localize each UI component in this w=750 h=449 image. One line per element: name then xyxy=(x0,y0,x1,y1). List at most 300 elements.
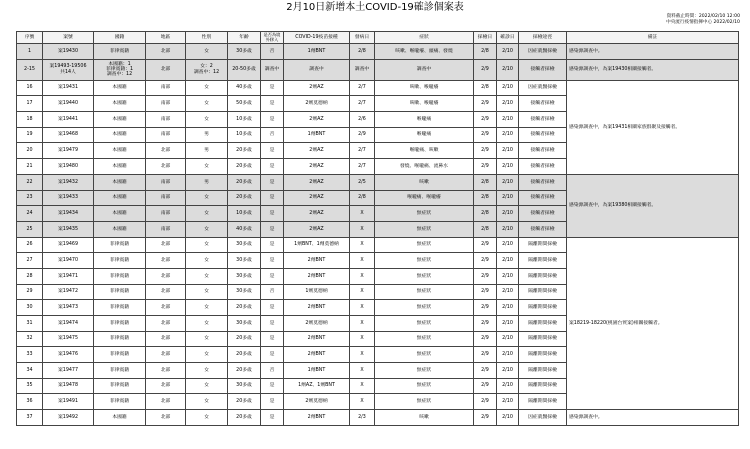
cell-seq: 17 xyxy=(17,96,43,112)
cell-symptom: 喉嚨痛 xyxy=(375,112,474,128)
cell-case: 案19472 xyxy=(43,284,94,300)
cell-sex: 女 xyxy=(186,394,228,410)
cell-age: 30多歲 xyxy=(228,253,261,269)
cell-sample: 2/9 xyxy=(474,378,497,394)
cell-seq: 37 xyxy=(17,410,43,426)
cell-sex: 女 xyxy=(186,237,228,253)
cell-region: 南部 xyxy=(146,174,186,190)
cell-symptom: 咳嗽 xyxy=(375,410,474,426)
cell-sex: 女 xyxy=(186,253,228,269)
cell-sample: 2/8 xyxy=(474,206,497,222)
cell-nationality: 本國籍 xyxy=(94,206,146,222)
cell-age: 10多歲 xyxy=(228,112,261,128)
cell-vaccine: 2劑AZ xyxy=(284,80,350,96)
cell-travel: 調查中 xyxy=(261,59,284,80)
cell-process: 隔離期間採檢 xyxy=(519,316,567,332)
cell-region: 北部 xyxy=(146,394,186,410)
cell-sample: 2/9 xyxy=(474,347,497,363)
cell-nationality: 菲律賓籍 xyxy=(94,253,146,269)
cell-confirm: 2/10 xyxy=(497,174,519,190)
cell-vaccine: 2劑AZ xyxy=(284,206,350,222)
cell-onset: X xyxy=(350,253,375,269)
cell-remark: 案18219-18220(桃園台貿案)相關接觸者。 xyxy=(567,237,739,410)
cell-symptom: 無症狀 xyxy=(375,331,474,347)
cell-seq: 30 xyxy=(17,300,43,316)
cell-process: 接觸者採檢 xyxy=(519,59,567,80)
cell-vaccine: 1劑莫德納 xyxy=(284,284,350,300)
cell-vaccine: 1劑AZ、1劑BNT xyxy=(284,378,350,394)
cell-confirm: 2/10 xyxy=(497,237,519,253)
header-region: 地區 xyxy=(146,32,186,44)
cell-process: 隔離期間採檢 xyxy=(519,268,567,284)
cell-sample: 2/9 xyxy=(474,410,497,426)
cell-process: 隔離期間採檢 xyxy=(519,347,567,363)
cell-travel: 是 xyxy=(261,237,284,253)
cell-process: 隔離期間採檢 xyxy=(519,378,567,394)
cell-confirm: 2/10 xyxy=(497,410,519,426)
cell-confirm: 2/10 xyxy=(497,112,519,128)
cell-case: 案19433 xyxy=(43,190,94,206)
cell-process: 隔離期間採檢 xyxy=(519,394,567,410)
cell-symptom: 喉嚨痛、喉嚨癢 xyxy=(375,190,474,206)
cell-travel: 是 xyxy=(261,159,284,175)
cell-remark: 感染源調查中。 xyxy=(567,410,739,426)
cell-symptom: 發燒、喉嚨痛、流鼻水 xyxy=(375,159,474,175)
cell-confirm: 2/10 xyxy=(497,127,519,143)
cell-onset: X xyxy=(350,284,375,300)
header-vaccine: COVID-19疫苗接種 xyxy=(284,32,350,44)
cell-sex: 女 xyxy=(186,284,228,300)
cell-travel: 是 xyxy=(261,378,284,394)
cell-confirm: 2/10 xyxy=(497,96,519,112)
cell-case: 案19474 xyxy=(43,316,94,332)
cell-sample: 2/8 xyxy=(474,44,497,60)
cell-confirm: 2/10 xyxy=(497,331,519,347)
cell-onset: 2/8 xyxy=(350,44,375,60)
case-table xyxy=(16,31,739,426)
cell-seq: 2-15 xyxy=(17,59,43,80)
cell-remark: 感染源調查中，為案19380相關接觸者。 xyxy=(567,174,739,237)
cell-symptom: 無症狀 xyxy=(375,363,474,379)
cell-vaccine: 2劑BNT xyxy=(284,268,350,284)
cell-onset: X xyxy=(350,268,375,284)
cell-sex: 女 xyxy=(186,331,228,347)
cell-case xyxy=(43,59,94,80)
cell-case: 案19476 xyxy=(43,347,94,363)
cell-travel: 否 xyxy=(261,284,284,300)
cell-sex: 女 xyxy=(186,363,228,379)
cell-region: 北部 xyxy=(146,347,186,363)
cell-seq: 29 xyxy=(17,284,43,300)
cell-travel: 是 xyxy=(261,268,284,284)
cell-region: 南部 xyxy=(146,221,186,237)
cell-sex: 女 xyxy=(186,268,228,284)
cell-process: 隔離期間採檢 xyxy=(519,300,567,316)
cell-age: 20多歲 xyxy=(228,300,261,316)
cell-age: 30多歲 xyxy=(228,316,261,332)
cell-age: 20多歲 xyxy=(228,347,261,363)
cell-region: 北部 xyxy=(146,253,186,269)
cell-sex: 女 xyxy=(186,96,228,112)
cell-vaccine: 2劑AZ xyxy=(284,221,350,237)
cell-confirm: 2/10 xyxy=(497,143,519,159)
cell-nationality: 本國籍 xyxy=(94,96,146,112)
cell-region: 北部 xyxy=(146,410,186,426)
cell-sex: 女 xyxy=(186,221,228,237)
cell-vaccine: 1劑BNT xyxy=(284,44,350,60)
cell-travel: 是 xyxy=(261,331,284,347)
cell-sample: 2/9 xyxy=(474,284,497,300)
cell-confirm: 2/10 xyxy=(497,59,519,80)
cell-region: 北部 xyxy=(146,363,186,379)
cell-travel: 是 xyxy=(261,221,284,237)
cell-region: 北部 xyxy=(146,268,186,284)
cell-vaccine: 2劑BNT xyxy=(284,331,350,347)
cell-onset: X xyxy=(350,347,375,363)
cell-sample: 2/9 xyxy=(474,237,497,253)
cell-vaccine: 2劑莫德納 xyxy=(284,96,350,112)
cell-case: 案19473 xyxy=(43,300,94,316)
cell-seq: 18 xyxy=(17,112,43,128)
cell-region: 南部 xyxy=(146,127,186,143)
cell-travel: 是 xyxy=(261,143,284,159)
cell-nationality: 本國籍 xyxy=(94,174,146,190)
cell-age: 20多歲 xyxy=(228,143,261,159)
header-case: 案號 xyxy=(43,32,94,44)
cell-sample: 2/8 xyxy=(474,221,497,237)
cell-symptom: 無症狀 xyxy=(375,394,474,410)
cell-sample: 2/9 xyxy=(474,159,497,175)
cell-seq: 25 xyxy=(17,221,43,237)
cell-age: 30多歲 xyxy=(228,284,261,300)
cell-onset: 2/5 xyxy=(350,174,375,190)
cell-case: 案19468 xyxy=(43,127,94,143)
cell-onset: X xyxy=(350,206,375,222)
cell-nationality: 菲律賓籍 xyxy=(94,44,146,60)
cell-symptom: 無症狀 xyxy=(375,253,474,269)
cell-age: 40多歲 xyxy=(228,80,261,96)
cell-sample: 2/9 xyxy=(474,363,497,379)
cell-age: 20多歲 xyxy=(228,394,261,410)
header-onset: 發病日 xyxy=(350,32,375,44)
cell-sex: 女 xyxy=(186,410,228,426)
cell-sample: 2/9 xyxy=(474,143,497,159)
cell-age: 20多歲 xyxy=(228,174,261,190)
cell-age: 40多歲 xyxy=(228,221,261,237)
cell-case: 案19470 xyxy=(43,253,94,269)
cell-region: 南部 xyxy=(146,206,186,222)
cell-process: 接觸者採檢 xyxy=(519,190,567,206)
cell-travel: 是 xyxy=(261,410,284,426)
cell-seq: 1 xyxy=(17,44,43,60)
cell-symptom: 咳嗽、喉嚨癢、頭痛、發燒 xyxy=(375,44,474,60)
cell-region: 北部 xyxy=(146,331,186,347)
cell-travel: 是 xyxy=(261,190,284,206)
cell-onset: 2/9 xyxy=(350,127,375,143)
header-nationality: 國籍 xyxy=(94,32,146,44)
cell-travel: 是 xyxy=(261,206,284,222)
cell-sex: 男 xyxy=(186,174,228,190)
cell-remark: 感染源調查中。 xyxy=(567,44,739,60)
cell-symptom: 無症狀 xyxy=(375,237,474,253)
cell-case: 案19475 xyxy=(43,331,94,347)
cell-vaccine: 2劑BNT xyxy=(284,253,350,269)
cell-travel: 否 xyxy=(261,127,284,143)
cell-travel: 是 xyxy=(261,316,284,332)
cell-travel: 否 xyxy=(261,363,284,379)
cell-remark: 感染源調查中，為案19431相關家族群聚及接觸者。 xyxy=(567,80,739,174)
cell-region: 北部 xyxy=(146,300,186,316)
cell-sample: 2/9 xyxy=(474,127,497,143)
page-title: 2月10日新增本土COVID-19確診個案表 xyxy=(286,2,464,13)
cell-onset: 2/3 xyxy=(350,410,375,426)
cell-seq: 22 xyxy=(17,174,43,190)
cell-age: 20-50多歲 xyxy=(228,59,261,80)
cell-travel: 否 xyxy=(261,44,284,60)
cell-vaccine: 2劑AZ xyxy=(284,159,350,175)
cell-nationality: 菲律賓籍 xyxy=(94,268,146,284)
cell-nationality: 菲律賓籍 xyxy=(94,331,146,347)
cell-confirm: 2/10 xyxy=(497,363,519,379)
cell-symptom: 無症狀 xyxy=(375,347,474,363)
cell-symptom: 無症狀 xyxy=(375,284,474,300)
cell-sex-line: 女：2 xyxy=(200,64,213,70)
cell-seq: 28 xyxy=(17,268,43,284)
cell-seq: 33 xyxy=(17,347,43,363)
cell-symptom: 無症狀 xyxy=(375,268,474,284)
cell-case: 案19478 xyxy=(43,378,94,394)
cell-case: 案19430 xyxy=(43,44,94,60)
cell-region: 北部 xyxy=(146,59,186,80)
cell-process: 接觸者採檢 xyxy=(519,174,567,190)
cell-sample: 2/9 xyxy=(474,268,497,284)
cell-sex: 女 xyxy=(186,80,228,96)
table-row xyxy=(17,59,739,80)
cell-process: 因症就醫採檢 xyxy=(519,80,567,96)
cell-age: 30多歲 xyxy=(228,268,261,284)
cell-region: 北部 xyxy=(146,44,186,60)
cell-vaccine: 2劑BNT xyxy=(284,410,350,426)
cell-vaccine: 2劑莫德納 xyxy=(284,316,350,332)
cell-nationality: 菲律賓籍 xyxy=(94,284,146,300)
cell-sex xyxy=(186,59,228,80)
cell-process: 隔離期間採檢 xyxy=(519,363,567,379)
cell-process: 接觸者採檢 xyxy=(519,159,567,175)
cell-confirm: 2/10 xyxy=(497,80,519,96)
cell-vaccine: 2劑莫德納 xyxy=(284,394,350,410)
cell-age: 30多歲 xyxy=(228,237,261,253)
cell-sample: 2/9 xyxy=(474,331,497,347)
header-process: 採檢途徑 xyxy=(519,32,567,44)
cell-confirm: 2/10 xyxy=(497,316,519,332)
cell-nationality: 菲律賓籍 xyxy=(94,378,146,394)
header-row xyxy=(17,32,739,44)
cell-confirm: 2/10 xyxy=(497,190,519,206)
cell-seq: 16 xyxy=(17,80,43,96)
cell-sex: 女 xyxy=(186,316,228,332)
cell-sample: 2/8 xyxy=(474,174,497,190)
cell-confirm: 2/10 xyxy=(497,44,519,60)
cell-case: 案19431 xyxy=(43,80,94,96)
cell-nationality: 本國籍 xyxy=(94,410,146,426)
cell-sex: 女 xyxy=(186,347,228,363)
cell-symptom: 調查中 xyxy=(375,59,474,80)
cell-vaccine: 2劑AZ xyxy=(284,112,350,128)
cell-seq: 21 xyxy=(17,159,43,175)
cell-vaccine: 2劑AZ xyxy=(284,190,350,206)
cell-seq: 27 xyxy=(17,253,43,269)
cell-case: 案19477 xyxy=(43,363,94,379)
cell-symptom: 咳嗽 xyxy=(375,174,474,190)
cell-onset: 2/7 xyxy=(350,80,375,96)
cell-process: 接觸者採檢 xyxy=(519,96,567,112)
cell-seq: 19 xyxy=(17,127,43,143)
cell-nationality: 菲律賓籍 xyxy=(94,347,146,363)
cell-travel: 是 xyxy=(261,347,284,363)
cell-case: 案19440 xyxy=(43,96,94,112)
cell-sex: 男 xyxy=(186,127,228,143)
cell-onset: X xyxy=(350,237,375,253)
cell-seq: 34 xyxy=(17,363,43,379)
table-row xyxy=(17,410,739,426)
cell-case: 案19479 xyxy=(43,143,94,159)
cell-seq: 35 xyxy=(17,378,43,394)
cell-region: 北部 xyxy=(146,237,186,253)
cell-age: 20多歲 xyxy=(228,159,261,175)
cell-case: 案19492 xyxy=(43,410,94,426)
cell-process: 接觸者採檢 xyxy=(519,127,567,143)
cell-nationality-line: 調查中：12 xyxy=(106,72,133,78)
cell-region: 南部 xyxy=(146,190,186,206)
cell-sample: 2/9 xyxy=(474,394,497,410)
cell-case: 案19471 xyxy=(43,268,94,284)
cell-process: 接觸者採檢 xyxy=(519,206,567,222)
cell-sample: 2/9 xyxy=(474,300,497,316)
cell-symptom: 咳嗽、喉嚨癢 xyxy=(375,96,474,112)
cell-travel: 是 xyxy=(261,112,284,128)
table-row xyxy=(17,174,739,190)
cell-sample: 2/9 xyxy=(474,316,497,332)
cell-confirm: 2/10 xyxy=(497,300,519,316)
cell-vaccine: 調查中 xyxy=(284,59,350,80)
cell-nationality: 本國籍 xyxy=(94,143,146,159)
cell-nationality: 菲律賓籍 xyxy=(94,237,146,253)
cell-onset: X xyxy=(350,378,375,394)
cell-confirm: 2/10 xyxy=(497,378,519,394)
cell-sex: 女 xyxy=(186,378,228,394)
cell-onset: X xyxy=(350,331,375,347)
cell-confirm: 2/10 xyxy=(497,268,519,284)
cell-onset: 調查中 xyxy=(350,59,375,80)
cell-case: 案19491 xyxy=(43,394,94,410)
cell-seq: 26 xyxy=(17,237,43,253)
cell-travel: 是 xyxy=(261,96,284,112)
cell-symptom: 咳嗽、喉嚨癢 xyxy=(375,80,474,96)
cell-sex: 女 xyxy=(186,44,228,60)
cell-sex: 女 xyxy=(186,159,228,175)
data-cutoff-time: 資料截止時間：2022/02/10 12:00 xyxy=(666,14,740,19)
cell-onset: 2/7 xyxy=(350,96,375,112)
cell-age: 10多歲 xyxy=(228,127,261,143)
cell-symptom: 喉嚨痛、咳嗽 xyxy=(375,143,474,159)
cell-sex: 女 xyxy=(186,190,228,206)
table-row xyxy=(17,44,739,60)
cell-nationality: 本國籍 xyxy=(94,190,146,206)
cell-travel: 是 xyxy=(261,394,284,410)
cell-nationality: 菲律賓籍 xyxy=(94,363,146,379)
cell-case: 案19435 xyxy=(43,221,94,237)
cell-case: 案19480 xyxy=(43,159,94,175)
cell-sample: 2/9 xyxy=(474,59,497,80)
cell-onset: X xyxy=(350,300,375,316)
header-confirm: 確診日 xyxy=(497,32,519,44)
cell-process: 隔離期間採檢 xyxy=(519,253,567,269)
header-remark: 備註 xyxy=(567,32,739,44)
cell-confirm: 2/10 xyxy=(497,394,519,410)
cell-onset: 2/8 xyxy=(350,190,375,206)
cell-vaccine: 1劑BNT、1劑莫德納 xyxy=(284,237,350,253)
cell-sex-line: 調查中：12 xyxy=(193,69,220,75)
cell-onset: X xyxy=(350,394,375,410)
cell-age: 20多歲 xyxy=(228,331,261,347)
cell-vaccine: 2劑BNT xyxy=(284,347,350,363)
cell-travel: 是 xyxy=(261,300,284,316)
report-meta xyxy=(666,14,740,26)
cell-case: 案19441 xyxy=(43,112,94,128)
cell-age: 50多歲 xyxy=(228,96,261,112)
table-row xyxy=(17,80,739,96)
cell-symptom: 無症狀 xyxy=(375,378,474,394)
cell-seq: 20 xyxy=(17,143,43,159)
cell-vaccine: 2劑BNT xyxy=(284,300,350,316)
cell-sex: 女 xyxy=(186,206,228,222)
cell-case-line: 案19493-19506 xyxy=(49,64,87,70)
cell-process: 接觸者採檢 xyxy=(519,112,567,128)
cell-case-line: 共14人 xyxy=(60,69,76,75)
cell-onset: X xyxy=(350,316,375,332)
cell-symptom: 無症狀 xyxy=(375,316,474,332)
cell-age: 10多歲 xyxy=(228,206,261,222)
cell-travel: 是 xyxy=(261,80,284,96)
cell-vaccine: 1劑BNT xyxy=(284,363,350,379)
cell-travel: 是 xyxy=(261,253,284,269)
cell-case: 案19469 xyxy=(43,237,94,253)
cell-region: 北部 xyxy=(146,284,186,300)
cell-onset: 2/7 xyxy=(350,143,375,159)
cell-onset: 2/6 xyxy=(350,112,375,128)
header-symptom: 症狀 xyxy=(375,32,474,44)
cell-process: 接觸者採檢 xyxy=(519,221,567,237)
cell-region: 北部 xyxy=(146,378,186,394)
cell-sample: 2/9 xyxy=(474,96,497,112)
cell-nationality: 本國籍 xyxy=(94,127,146,143)
cell-region: 北部 xyxy=(146,143,186,159)
cell-age: 20多歲 xyxy=(228,363,261,379)
cell-confirm: 2/10 xyxy=(497,159,519,175)
cell-seq: 36 xyxy=(17,394,43,410)
cell-nationality: 菲律賓籍 xyxy=(94,300,146,316)
cell-symptom: 喉嚨痛 xyxy=(375,127,474,143)
cell-sex: 男 xyxy=(186,143,228,159)
cell-symptom: 無症狀 xyxy=(375,221,474,237)
header-travel: 是否為境外移入 xyxy=(261,32,284,44)
cell-region: 南部 xyxy=(146,112,186,128)
cell-sex: 女 xyxy=(186,112,228,128)
cell-nationality: 本國籍 xyxy=(94,221,146,237)
cell-region: 北部 xyxy=(146,316,186,332)
cell-symptom: 無症狀 xyxy=(375,300,474,316)
header-sample: 採檢日 xyxy=(474,32,497,44)
